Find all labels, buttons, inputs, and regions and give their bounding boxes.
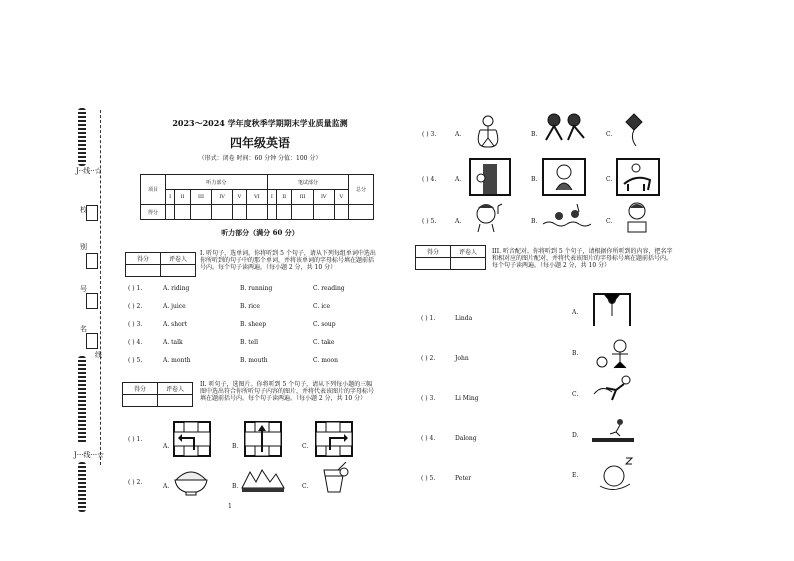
score-row-label: 得分 bbox=[141, 205, 166, 220]
class-field[interactable] bbox=[86, 253, 98, 269]
name-label: 名 bbox=[80, 325, 87, 333]
binding-dots-bottom bbox=[78, 462, 86, 512]
score-col-l1: I bbox=[166, 190, 175, 205]
s3-person-name: Li Ming bbox=[455, 395, 479, 402]
score-cell[interactable] bbox=[292, 205, 314, 220]
binding-dots-mid bbox=[78, 356, 86, 444]
s1-option-c: C. soup bbox=[313, 321, 336, 328]
s1-option-b: B. mouth bbox=[240, 357, 268, 364]
score-table-writing-header: 笔试部分 bbox=[267, 175, 348, 190]
s1-option-b: B. sheep bbox=[240, 321, 267, 328]
pull-up-bar-picture bbox=[590, 288, 634, 328]
s2-q1-a: A. bbox=[163, 443, 170, 450]
s3-person-name: John bbox=[455, 355, 469, 362]
exam-meta: （形式：闭卷 时间：60 分钟 分值：100 分） bbox=[198, 155, 322, 162]
score-cell[interactable] bbox=[334, 205, 349, 220]
grade-score-cell[interactable] bbox=[123, 395, 158, 407]
grade-score-label: 得分 bbox=[416, 246, 451, 258]
children-playing-picture bbox=[540, 110, 590, 144]
s1-option-a: A. talk bbox=[163, 339, 183, 346]
s3-person-name: Dalong bbox=[455, 435, 477, 442]
ice-mountain-picture bbox=[240, 466, 290, 494]
binding-line bbox=[100, 110, 101, 465]
score-cell[interactable] bbox=[276, 205, 291, 220]
score-cell[interactable] bbox=[175, 205, 190, 220]
s1-option-a: A. juice bbox=[163, 303, 186, 310]
s1-option-c: C. moon bbox=[313, 357, 338, 364]
s3-q-number[interactable]: ( ) 4. bbox=[421, 435, 436, 442]
grade-score-label: 得分 bbox=[123, 383, 158, 395]
s2-q5-a: A. bbox=[455, 218, 462, 225]
reading-boy-picture bbox=[622, 200, 652, 234]
s1-option-a: A. month bbox=[163, 357, 191, 364]
score-cell[interactable] bbox=[313, 205, 334, 220]
s2-q3-c: C. bbox=[606, 131, 613, 138]
s1-option-a: A. riding bbox=[163, 285, 190, 292]
grade-grader-cell[interactable] bbox=[161, 265, 196, 277]
s2-q2-a: A. bbox=[163, 483, 170, 490]
s2-q3-b: B. bbox=[531, 131, 538, 138]
s3-picture-letter: A. bbox=[572, 309, 579, 316]
listening-title: 听力部分（满分 60 分） bbox=[221, 228, 299, 237]
s3-picture-letter: B. bbox=[572, 350, 579, 357]
page-number: 1 bbox=[228, 503, 232, 510]
grade-grader-cell[interactable] bbox=[158, 395, 193, 407]
score-table-listening-header: 听力部分 bbox=[166, 175, 268, 190]
s2-q5-number: ( ) 5. bbox=[422, 218, 437, 225]
road-turn-left-picture bbox=[172, 420, 212, 458]
s2-q4-b: B. bbox=[531, 176, 538, 183]
s1-option-c: C. reading bbox=[313, 285, 345, 292]
s2-q4-a: A. bbox=[455, 176, 462, 183]
score-cell[interactable] bbox=[166, 205, 175, 220]
score-col-w3: III bbox=[292, 190, 314, 205]
s3-q-number[interactable]: ( ) 5. bbox=[421, 475, 436, 482]
score-col-w1: I bbox=[267, 190, 276, 205]
swimming-picture bbox=[541, 200, 591, 234]
s2-q4-c: C. bbox=[606, 176, 613, 183]
s3-picture-letter: E. bbox=[572, 472, 579, 479]
name-field[interactable] bbox=[86, 333, 98, 349]
number-label: 号 bbox=[80, 285, 87, 293]
section1-instruction: I. 听句子，选单词。你将听到 5 个句子，请从下列每组单词中选出你所听到的句子中的那个单词，并将该单词的字母标号填在题前括号内。每个句子读两遍。（每小题 2 分，共 10 分） bbox=[200, 250, 376, 271]
s1-option-b: B. running bbox=[240, 285, 273, 292]
s1-q-number[interactable]: ( ) 5. bbox=[128, 357, 143, 364]
grade-box-2 bbox=[122, 382, 193, 407]
s3-picture-letter: C. bbox=[572, 391, 579, 398]
monkey-picture bbox=[542, 158, 586, 196]
s2-q2-number: ( ) 2. bbox=[128, 479, 143, 486]
juice-glass-picture bbox=[316, 462, 352, 494]
s1-option-c: C. ice bbox=[313, 303, 331, 310]
s1-option-c: C. take bbox=[313, 339, 335, 346]
grade-grader-label: 评卷人 bbox=[158, 383, 193, 395]
score-cell[interactable] bbox=[232, 205, 246, 220]
score-table bbox=[140, 174, 374, 220]
road-turn-right-picture bbox=[314, 420, 354, 458]
score-table-item-header: 项目 bbox=[141, 175, 166, 205]
climbing-tree-picture bbox=[469, 158, 511, 196]
s2-q4-number: ( ) 4. bbox=[422, 176, 437, 183]
binding-dots-top bbox=[78, 108, 86, 166]
long-jump-picture bbox=[592, 374, 636, 406]
score-col-w2: II bbox=[276, 190, 291, 205]
s1-q-number[interactable]: ( ) 4. bbox=[128, 339, 143, 346]
grade-score-label: 得分 bbox=[126, 253, 161, 265]
s1-option-b: B. tell bbox=[240, 339, 259, 346]
s3-q-number[interactable]: ( ) 1. bbox=[421, 315, 436, 322]
binding-mark-top: J··线··☆ bbox=[76, 167, 102, 175]
road-straight-picture bbox=[243, 420, 283, 458]
s1-option-a: A. short bbox=[163, 321, 187, 328]
jump-rope-picture bbox=[470, 112, 506, 148]
score-col-l2: II bbox=[175, 190, 190, 205]
score-cell[interactable] bbox=[247, 205, 268, 220]
s2-q5-c: C. bbox=[606, 218, 613, 225]
score-col-w4: IV bbox=[313, 190, 334, 205]
grade-grader-label: 评卷人 bbox=[451, 246, 486, 258]
grade-score-cell[interactable] bbox=[126, 265, 161, 277]
s2-q2-c: C. bbox=[302, 483, 309, 490]
score-table-total-header: 总分 bbox=[349, 175, 374, 205]
s2-q1-number: ( ) 1. bbox=[128, 436, 143, 443]
grade-score-cell[interactable] bbox=[416, 258, 451, 270]
binding-mark-bottom: J···线···☆ bbox=[74, 451, 105, 459]
class-label: 别 bbox=[80, 243, 87, 251]
kite-picture bbox=[620, 112, 648, 148]
kicking-ball-picture bbox=[594, 336, 634, 370]
score-col-l3: III bbox=[190, 190, 212, 205]
s3-person-name: Peter bbox=[455, 475, 472, 482]
grade-box-3 bbox=[415, 245, 486, 270]
score-col-l6: VI bbox=[247, 190, 268, 205]
score-col-l5: V bbox=[232, 190, 246, 205]
s1-q-number[interactable]: ( ) 2. bbox=[128, 303, 143, 310]
s3-picture-letter: D. bbox=[572, 432, 579, 439]
rice-bowl-picture bbox=[172, 466, 210, 496]
s3-person-name: Linda bbox=[455, 315, 473, 322]
singing-girl-picture bbox=[470, 200, 506, 234]
binding-mid-mark: 线 bbox=[95, 351, 102, 359]
school-field[interactable] bbox=[86, 205, 98, 221]
sleeping-picture bbox=[592, 454, 638, 492]
s3-q-number[interactable]: ( ) 3. bbox=[421, 395, 436, 402]
s3-q-number[interactable]: ( ) 2. bbox=[421, 355, 436, 362]
score-col-l4: IV bbox=[212, 190, 233, 205]
s2-q1-b: B. bbox=[232, 443, 239, 450]
school-label: 校 bbox=[80, 206, 87, 214]
section2-instruction: II. 听句子，选图片。你将听到 5 个句子，请从下列每小题的三幅图中选出符合你所听句子内容的图片，并将代表该图片的字母标号填在题前括号内。每个句子读两遍。（每小题 2 分，共 10 分） bbox=[200, 381, 375, 402]
number-field[interactable] bbox=[86, 293, 98, 309]
score-cell[interactable] bbox=[349, 205, 374, 220]
s2-q3-number: ( ) 3. bbox=[422, 131, 437, 138]
riding-horse-picture bbox=[616, 158, 660, 196]
running-race-picture bbox=[590, 416, 636, 444]
grade-grader-label: 评卷人 bbox=[161, 253, 196, 265]
score-col-w5: V bbox=[334, 190, 349, 205]
grade-grader-cell[interactable] bbox=[451, 258, 486, 270]
s2-q3-a: A. bbox=[455, 131, 462, 138]
s2-q2-b: B. bbox=[232, 483, 239, 490]
section3-instruction: III. 听音配对。你将听到 5 个句子，请根据你所听到的内容，把名字和相对应的图片配对，并将代表该图片的字母标号填在题前括号内。每个句子读两遍。（每小题 2 分，共 10 分） bbox=[492, 248, 673, 269]
score-cell[interactable] bbox=[212, 205, 233, 220]
grade-box-1 bbox=[125, 252, 196, 277]
s1-q-number[interactable]: ( ) 1. bbox=[128, 285, 143, 292]
s2-q1-c: C. bbox=[302, 443, 309, 450]
s1-option-b: B. rice bbox=[240, 303, 260, 310]
score-cell[interactable] bbox=[267, 205, 276, 220]
s2-q5-b: B. bbox=[531, 218, 538, 225]
exam-title: 2023～2024 学年度秋季学期期末学业质量监测 bbox=[172, 118, 348, 128]
subject-title: 四年级英语 bbox=[229, 136, 290, 150]
score-cell[interactable] bbox=[190, 205, 212, 220]
s1-q-number[interactable]: ( ) 3. bbox=[128, 321, 143, 328]
